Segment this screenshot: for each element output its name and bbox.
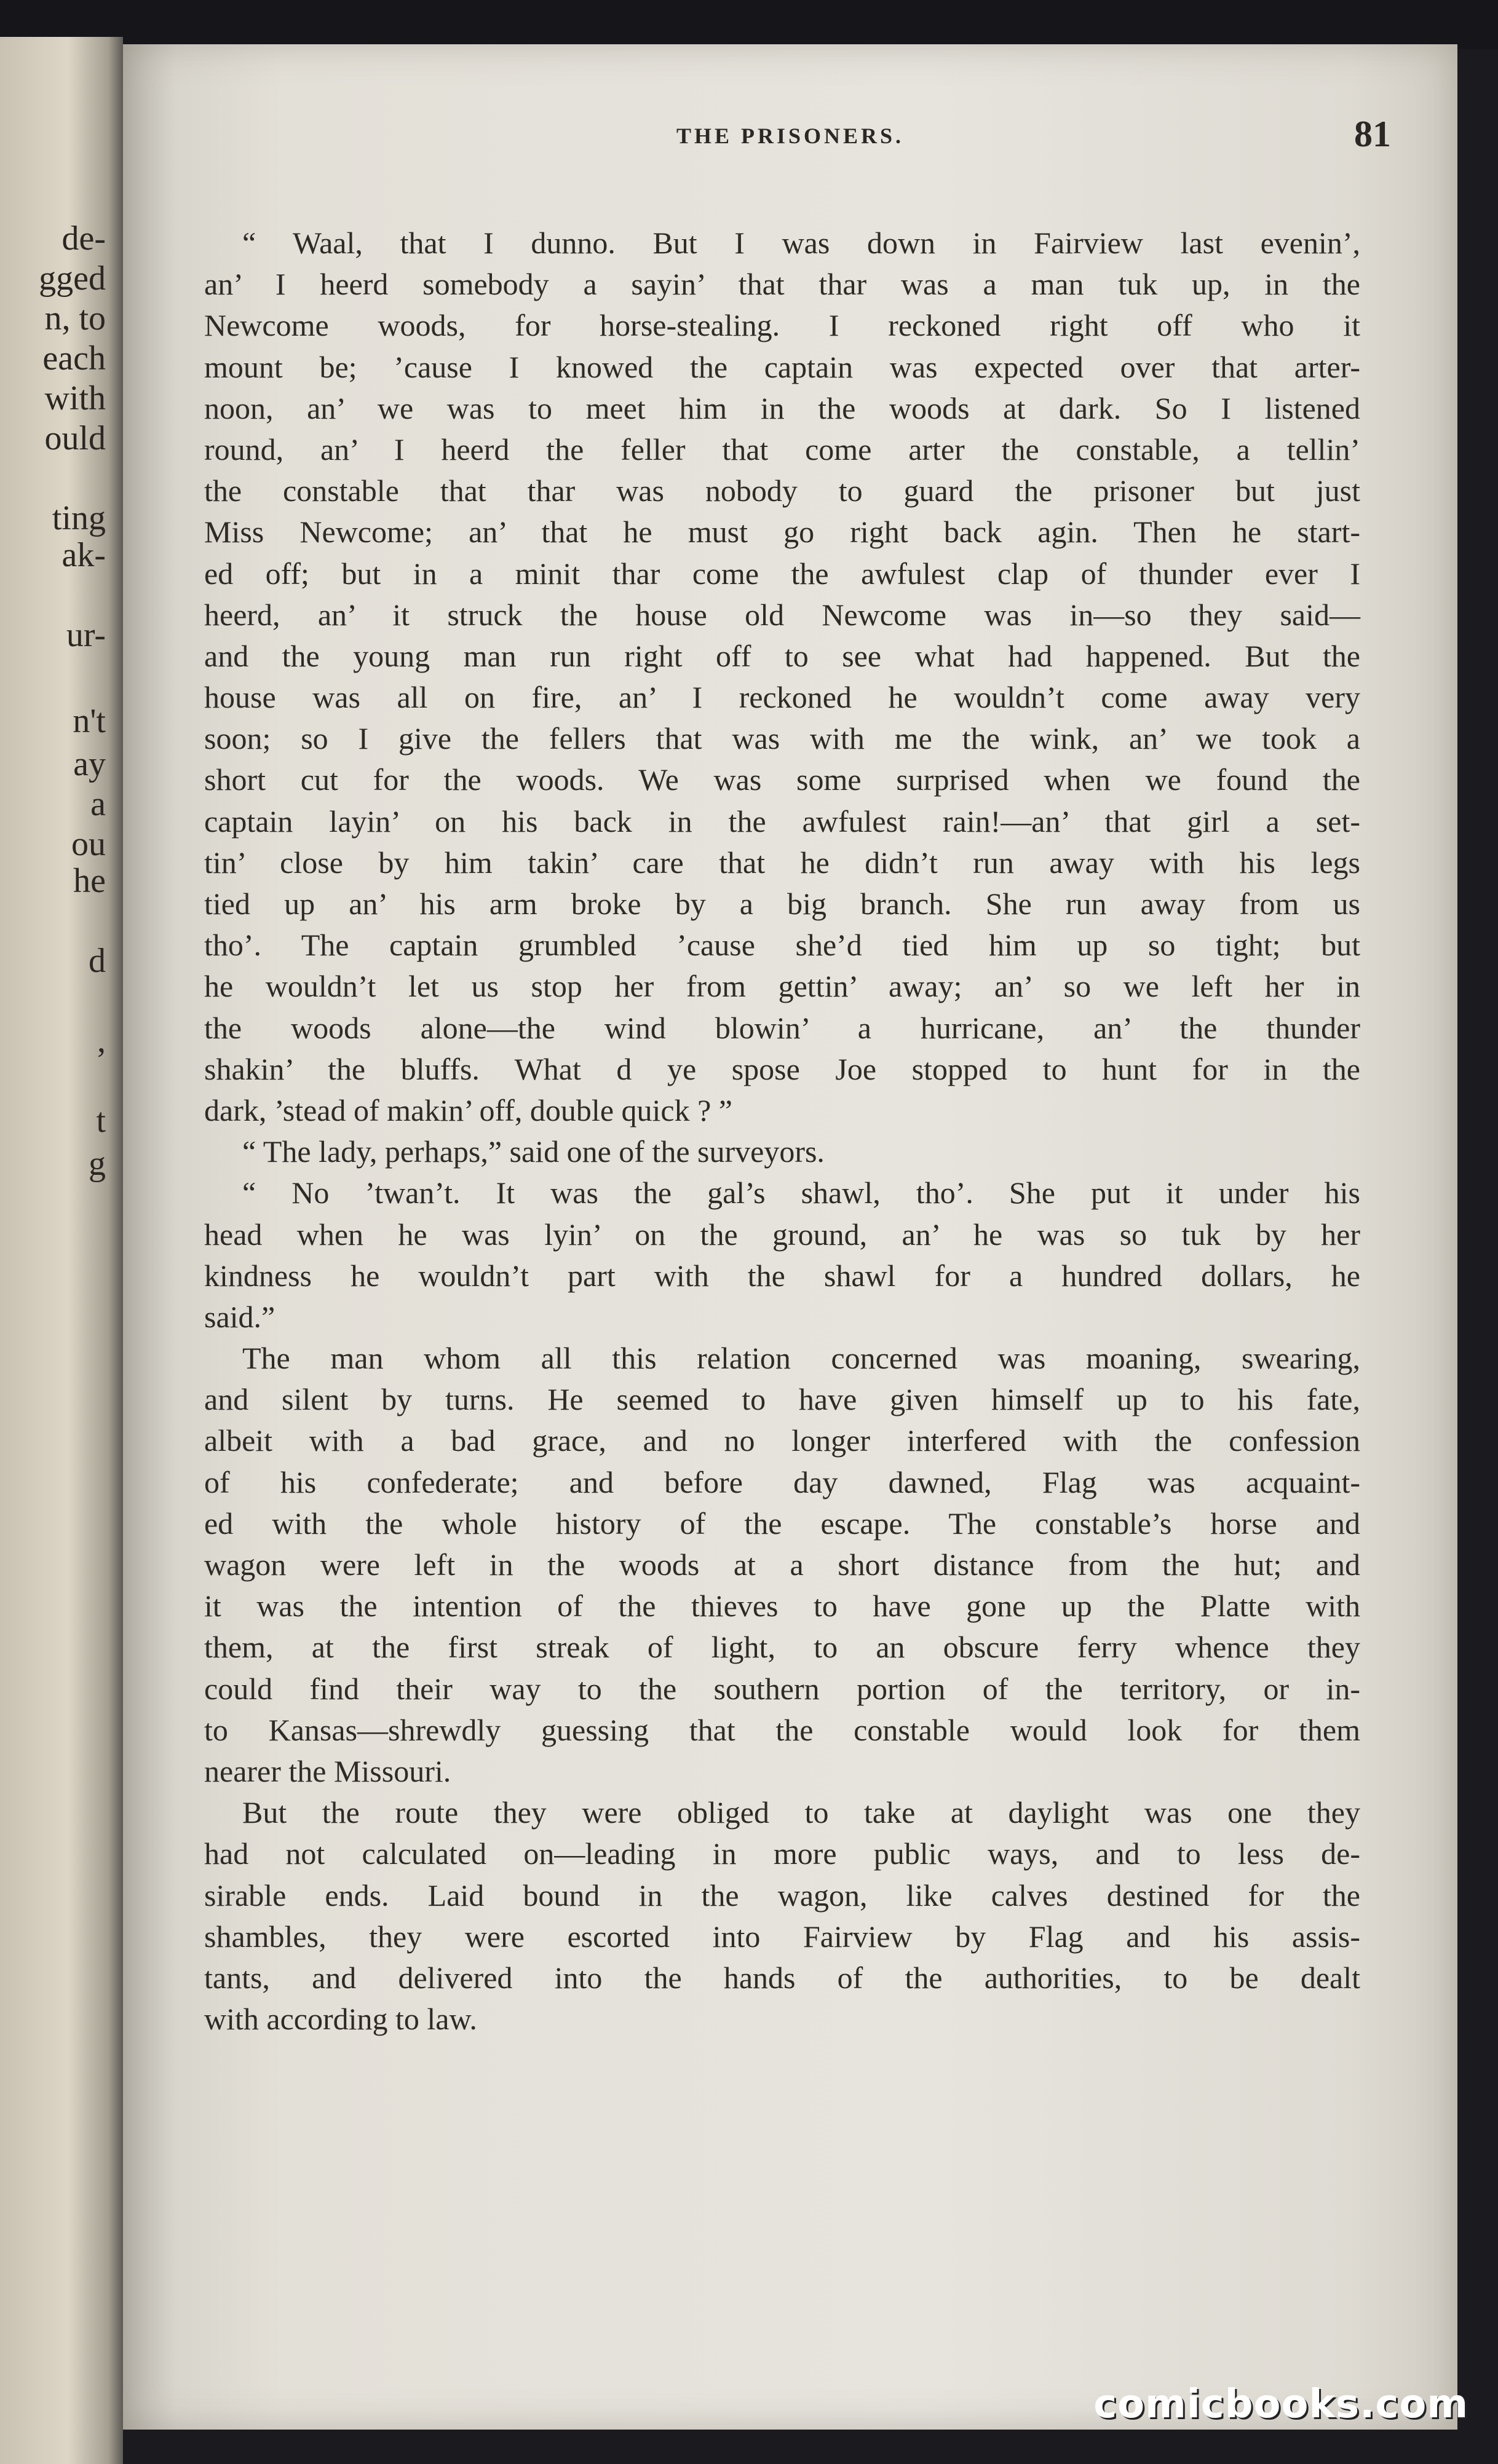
previous-page-fragment: t [96,1102,106,1140]
text-line: could find their way to the southern portion of the territory, or in- [204,1671,1360,1706]
text-line: albeit with a bad grace, and no longer interfered with the confession [204,1423,1360,1458]
previous-page-fragment: , [97,1022,106,1060]
text-line: “ The lady, perhaps,” said one of the surveyors. [242,1134,825,1169]
previous-page-fragment: d [89,942,106,980]
text-line: and silent by turns. He seemed to have given himself up to his fate, [204,1382,1360,1417]
text-line: noon, an’ we was to meet him in the woods at dark. So I listened [204,390,1360,425]
text-line: the constable that thar was nobody to guard the prisoner but just [204,473,1360,508]
text-line: short cut for the woods. We was some surprised when we found the [204,762,1360,797]
text-line: with according to law. [204,2002,477,2037]
text-line: tho’. The captain grumbled ’cause she’d tied him up so tight; but [204,928,1360,963]
previous-page-fragment: ou [71,825,106,863]
text-line: heerd, an’ it struck the house old Newcome was in—so they said— [204,597,1360,632]
text-line: dark, ’stead of makin’ off, double quick ? ” [204,1092,732,1127]
text-line: soon; so I give the fellers that was with me the wink, an’ we took a [204,721,1360,756]
previous-page-fragment: ould [44,419,106,457]
text-line: sirable ends. Laid bound in the wagon, like calves destined for the [204,1878,1360,1913]
book-page [123,44,1457,2430]
previous-page-fragment: ay [73,745,106,783]
previous-page-fragment: gged [39,259,106,298]
previous-page-fragment: ting [52,499,106,537]
watermark-logo: comicbooks.com [1093,2382,1468,2427]
text-line: and the young man run right off to see what had happened. But the [204,638,1360,673]
text-line: of his confederate; and before day dawned, Flag was acquaint- [204,1464,1360,1499]
previous-page-fragment: he [73,862,106,900]
text-line: the woods alone—the wind blowin’ a hurricane, an’ the thunder [204,1010,1360,1045]
text-line: it was the intention of the thieves to have gone up the Platte with [204,1589,1360,1624]
text-line: Newcome woods, for horse-stealing. I reckoned right off who it [204,308,1360,343]
text-line: captain layin’ on his back in the awfulest rain!—an’ that girl a set- [204,804,1360,839]
previous-page-fragment: each [42,339,106,377]
text-line: house was all on fire, an’ I reckoned he wouldn’t come away very [204,680,1360,715]
page-number: 81 [1354,114,1391,154]
text-line: to Kansas—shrewdly guessing that the constable would look for them [204,1712,1360,1747]
text-line: “ Waal, that I dunno. But I was down in Fairview last evenin’, [242,226,1360,260]
text-line: Miss Newcome; an’ that he must go right back agin. Then he start- [204,515,1360,550]
previous-page-fragment: a [90,785,106,823]
text-line: shakin’ the bluffs. What d ye spose Joe stopped to hunt for in the [204,1051,1360,1086]
text-line: ed off; but in a minit thar come the awfulest clap of thunder ever I [204,556,1360,591]
previous-page-fragment: n, to [44,299,106,338]
text-line: “ No ’twan’t. It was the gal’s shawl, tho’. She put it under his [242,1175,1360,1210]
previous-page-fragment: ak- [61,536,106,574]
text-line: said.” [204,1299,275,1334]
text-line: round, an’ I heerd the feller that come arter the constable, a tellin’ [204,432,1360,467]
text-line: an’ I heerd somebody a sayin’ that thar was a man tuk up, in the [204,267,1360,302]
text-line: kindness he wouldn’t part with the shawl for a hundred dollars, he [204,1258,1360,1293]
previous-page-fragment: de- [61,219,106,258]
text-line: them, at the first streak of light, to an obscure ferry whence they [204,1630,1360,1665]
running-head: THE PRISONERS. [676,124,905,148]
text-line: tin’ close by him takin’ care that he didn’t run away with his legs [204,845,1360,880]
text-line: nearer the Missouri. [204,1753,451,1788]
text-line: head when he was lyin’ on the ground, an’ he was so tuk by her [204,1217,1360,1252]
text-line: The man whom all this relation concerned was moaning, swearing, [242,1341,1360,1376]
text-line: mount be; ’cause I knowed the captain was expected over that arter- [204,349,1360,384]
text-line: tied up an’ his arm broke by a big branch. She run away from us [204,886,1360,921]
text-line: ed with the whole history of the escape. The constable’s horse and [204,1506,1360,1541]
text-line: tants, and delivered into the hands of the authorities, to be dealt [204,1960,1360,1995]
scan-background [0,0,1498,49]
text-line: But the route they were obliged to take at daylight was one they [242,1795,1360,1830]
previous-page-fragment: n't [73,702,106,740]
previous-page-fragment: ur- [66,616,106,654]
previous-page-edge [0,37,123,2464]
text-line: had not calculated on—leading in more public ways, and to less de- [204,1836,1360,1871]
text-line: he wouldn’t let us stop her from gettin’ away; an’ so we left her in [204,969,1360,1004]
text-line: shambles, they were escorted into Fairview by Flag and his assis- [204,1919,1360,1954]
body-text [204,223,1360,2040]
previous-page-fragment: with [44,379,106,417]
previous-page-fragment: g [89,1145,106,1183]
text-line: wagon were left in the woods at a short distance from the hut; and [204,1547,1360,1582]
